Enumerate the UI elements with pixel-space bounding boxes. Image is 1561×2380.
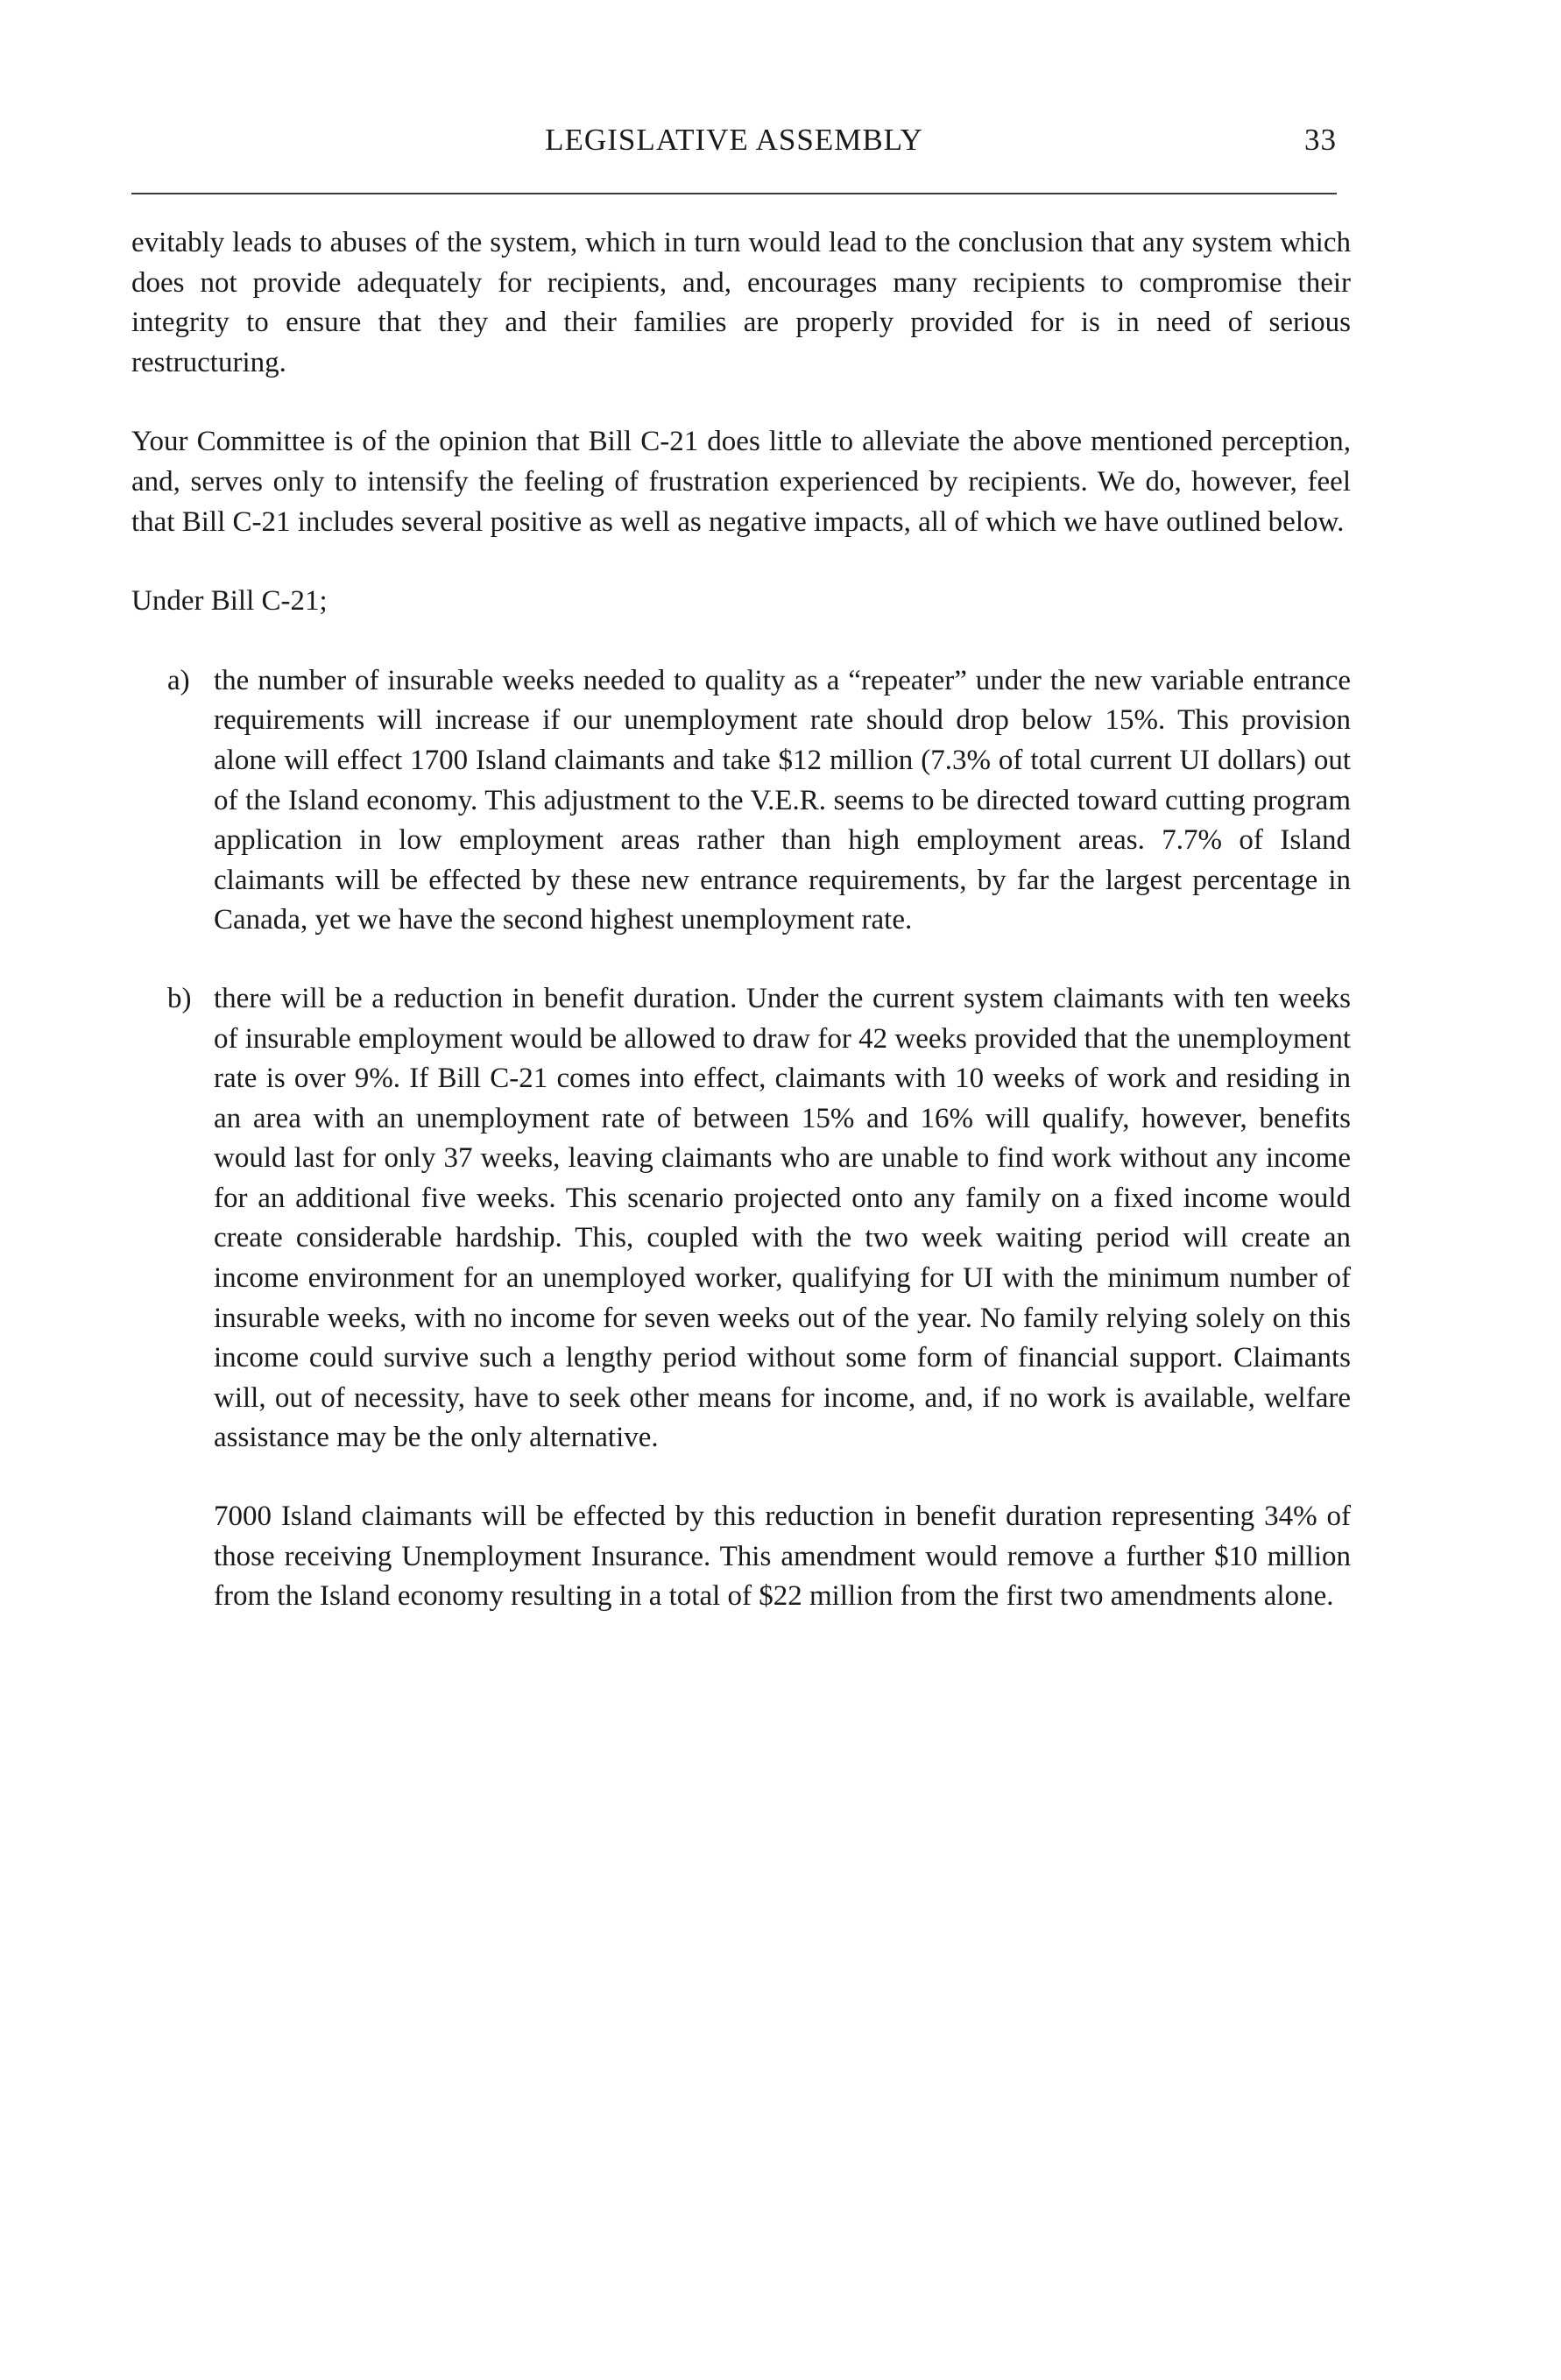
running-header	[131, 123, 1337, 166]
list-marker-a: a)	[167, 664, 190, 696]
paragraph-under-bill: Under Bill C-21;	[131, 585, 328, 618]
paragraph-committee-opinion: Your Committee is of the opinion that Bill C-21 does little to alleviate the above mentioned perception, and, serves only to intensify the feeling of frustration experienced by recipients. We do, however, feel that Bill C-21 includes several positive as well as negative impacts, all of which we have outlined below.	[131, 426, 1351, 538]
list-item-b-text: there will be a reduction in benefit duration. Under the current system claimants with ten weeks of insurable employment would be allowed to draw for 42 weeks provided that the unemployment rate is over 9%. If Bill C-21 comes into effect, claimants with 10 weeks of work and residing in an area with an unemployment rate of between 15% and 16% will qualify, however, benefits would last for only 37 weeks, leaving claimants who are unable to find work without any income for an additional five weeks. This scenario projected onto any family on a fixed income would create considerable hardship. This, coupled with the two week waiting period will create an income environment for an unemployed worker, qualifying for UI with the minimum number of insurable weeks, with no income for seven weeks out of the year. No family relying solely on this income could survive such a lengthy period without some form of financial support. Claimants will, out of necessity, have to seek other means for income, and, if no work is available, welfare assistance may be the only alternative.	[214, 982, 1351, 1454]
body-text	[131, 223, 1351, 1617]
header-rule	[131, 193, 1337, 194]
page-number: 33	[1304, 123, 1337, 157]
paragraph-follow-up: 7000 Island claimants will be effected by this reduction in benefit duration representing 34% of those receiving Unemployment Insurance. This amendment would remove a further $10 million from the Island economy resulting in a total of $22 million from the first two amendments alone.	[214, 1501, 1351, 1613]
paragraph-continuation: evitably leads to abuses of the system, which in turn would lead to the conclusion that any system which does not provide adequately for recipients, and, encourages many recipients to compromise their integrity to ensure that they and their families are properly provided for is in need of serious restructuring.	[131, 227, 1351, 378]
list-item-a	[131, 661, 1351, 941]
header-title: LEGISLATIVE ASSEMBLY	[545, 123, 923, 157]
list-item-b	[131, 979, 1351, 1458]
list-marker-b: b)	[167, 982, 192, 1014]
list-item-a-text: the number of insurable weeks needed to quality as a “repeater” under the new variable entrance requirements will increase if our unemployment rate should drop below 15%. This provision alone will effect 1700 Island claimants and take $12 million (7.3% of total current UI dollars) out of the Island economy. This adjustment to the V.E.R. seems to be directed toward cutting program application in low employment areas rather than high employment areas. 7.7% of Island claimants will be effected by these new entrance requirements, by far the largest percentage in Canada, yet we have the second highest unemployment rate.	[214, 664, 1351, 936]
